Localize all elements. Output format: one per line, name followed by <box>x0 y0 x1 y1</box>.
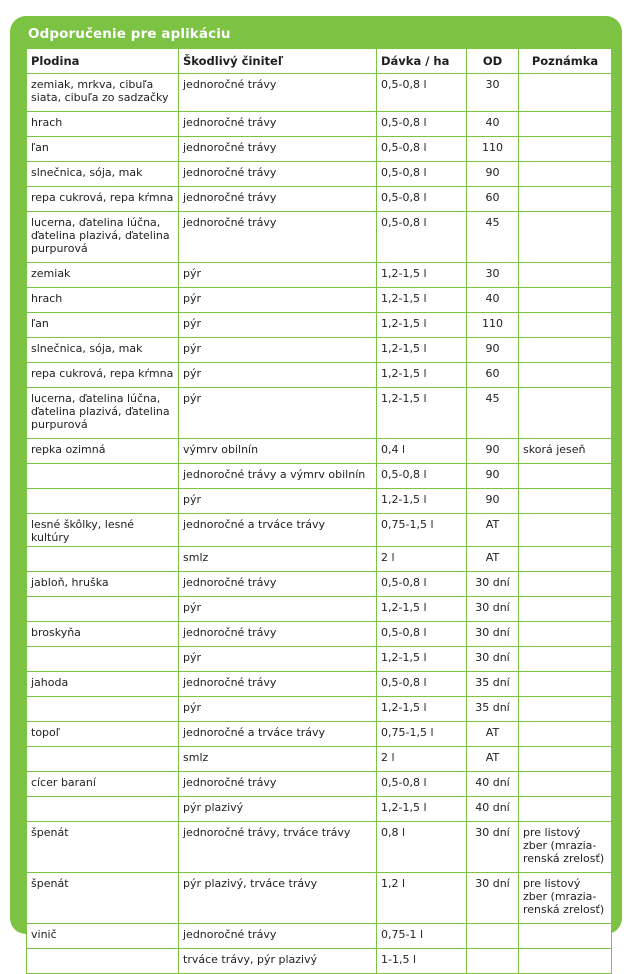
cell-davka: 0,5-0,8 l <box>377 74 467 112</box>
cell-od <box>467 924 519 949</box>
cell-od: 90 <box>467 489 519 514</box>
cell-davka: 1,2-1,5 l <box>377 338 467 363</box>
cell-cinitel: jednoročné trávy <box>179 572 377 597</box>
cell-poznamka: pre listový zber (mrazia-renská zrelosť) <box>519 822 612 873</box>
cell-davka: 0,75-1,5 l <box>377 514 467 547</box>
table-row <box>27 597 612 622</box>
cell-od: 90 <box>467 338 519 363</box>
cell-plodina: topoľ <box>27 722 179 747</box>
header-od: OD <box>467 49 519 74</box>
cell-davka: 0,5-0,8 l <box>377 572 467 597</box>
cell-davka: 1,2-1,5 l <box>377 647 467 672</box>
cell-plodina: slnečnica, sója, mak <box>27 162 179 187</box>
table-row <box>27 873 612 924</box>
table-row <box>27 797 612 822</box>
cell-od: 45 <box>467 212 519 263</box>
cell-davka: 0,75-1,5 l <box>377 722 467 747</box>
cell-od: 40 dní <box>467 797 519 822</box>
cell-od: 40 <box>467 112 519 137</box>
cell-poznamka <box>519 647 612 672</box>
cell-plodina: zemiak, mrkva, cibuľa siata, cibuľa zo sadzačky <box>27 74 179 112</box>
card-title: Odporučenie pre aplikáciu <box>28 26 231 42</box>
cell-poznamka <box>519 489 612 514</box>
cell-davka: 1,2-1,5 l <box>377 489 467 514</box>
cell-cinitel: pýr plazivý <box>179 797 377 822</box>
cell-od: 30 dní <box>467 873 519 924</box>
cell-plodina <box>27 797 179 822</box>
cell-plodina: hrach <box>27 288 179 313</box>
cell-cinitel: jednoročné trávy a výmrv obilnín <box>179 464 377 489</box>
cell-od: 90 <box>467 439 519 464</box>
cell-od: 110 <box>467 137 519 162</box>
cell-poznamka <box>519 572 612 597</box>
cell-cinitel: jednoročné trávy <box>179 74 377 112</box>
cell-plodina: vinič <box>27 924 179 949</box>
cell-davka: 1,2-1,5 l <box>377 288 467 313</box>
cell-plodina: jabloň, hruška <box>27 572 179 597</box>
table-row <box>27 949 612 974</box>
table-row <box>27 772 612 797</box>
cell-poznamka <box>519 722 612 747</box>
table-row <box>27 572 612 597</box>
cell-cinitel: smlz <box>179 747 377 772</box>
cell-poznamka <box>519 697 612 722</box>
cell-od: 40 dní <box>467 772 519 797</box>
cell-cinitel: pýr <box>179 388 377 439</box>
table-row <box>27 747 612 772</box>
cell-od: 40 <box>467 288 519 313</box>
table-row <box>27 388 612 439</box>
cell-cinitel: jednoročné trávy <box>179 924 377 949</box>
cell-poznamka <box>519 338 612 363</box>
cell-od: AT <box>467 722 519 747</box>
cell-poznamka <box>519 187 612 212</box>
cell-plodina: repka ozimná <box>27 439 179 464</box>
cell-poznamka <box>519 597 612 622</box>
cell-plodina: broskyňa <box>27 622 179 647</box>
cell-davka: 1-1,5 l <box>377 949 467 974</box>
cell-davka: 0,5-0,8 l <box>377 772 467 797</box>
cell-cinitel: pýr <box>179 489 377 514</box>
cell-cinitel: jednoročné a trváce trávy <box>179 722 377 747</box>
cell-plodina: lucerna, ďatelina lúčna, ďatelina plazivá, ďatelina purpurová <box>27 212 179 263</box>
table-row <box>27 647 612 672</box>
cell-cinitel: pýr <box>179 338 377 363</box>
table-row <box>27 263 612 288</box>
cell-poznamka: skorá jeseň <box>519 439 612 464</box>
cell-plodina <box>27 949 179 974</box>
cell-poznamka <box>519 162 612 187</box>
table-row <box>27 162 612 187</box>
cell-od: 45 <box>467 388 519 439</box>
table-row <box>27 822 612 873</box>
cell-od: 30 dní <box>467 822 519 873</box>
cell-davka: 1,2-1,5 l <box>377 388 467 439</box>
cell-cinitel: jednoročné trávy <box>179 162 377 187</box>
cell-davka: 2 l <box>377 547 467 572</box>
cell-plodina: lesné škôlky, lesné kultúry <box>27 514 179 547</box>
cell-poznamka <box>519 797 612 822</box>
table-row <box>27 697 612 722</box>
cell-od: AT <box>467 747 519 772</box>
cell-davka: 0,5-0,8 l <box>377 162 467 187</box>
cell-davka: 2 l <box>377 747 467 772</box>
cell-od: 110 <box>467 313 519 338</box>
cell-cinitel: pýr <box>179 313 377 338</box>
cell-poznamka <box>519 949 612 974</box>
recommendation-card <box>10 16 622 966</box>
table-row <box>27 722 612 747</box>
cell-poznamka <box>519 137 612 162</box>
header-plodina: Plodina <box>27 49 179 74</box>
table-row <box>27 489 612 514</box>
cell-poznamka <box>519 212 612 263</box>
cell-cinitel: trváce trávy, pýr plazivý <box>179 949 377 974</box>
cell-davka: 0,8 l <box>377 822 467 873</box>
cell-plodina: ľan <box>27 313 179 338</box>
cell-cinitel: výmrv obilnín <box>179 439 377 464</box>
cell-plodina <box>27 464 179 489</box>
cell-poznamka: pre listový zber (mrazia-renská zrelosť) <box>519 873 612 924</box>
cell-cinitel: jednoročné trávy <box>179 187 377 212</box>
table-row <box>27 212 612 263</box>
cell-od: AT <box>467 547 519 572</box>
cell-plodina: špenát <box>27 873 179 924</box>
cell-poznamka <box>519 772 612 797</box>
cell-davka: 1,2-1,5 l <box>377 263 467 288</box>
cell-cinitel: jednoročné trávy, trváce trávy <box>179 822 377 873</box>
cell-davka: 1,2-1,5 l <box>377 597 467 622</box>
cell-plodina: jahoda <box>27 672 179 697</box>
cell-davka: 0,5-0,8 l <box>377 187 467 212</box>
cell-davka: 0,5-0,8 l <box>377 464 467 489</box>
cell-od: 60 <box>467 363 519 388</box>
application-table <box>26 48 612 974</box>
cell-od: 90 <box>467 464 519 489</box>
cell-plodina: repa cukrová, repa kŕmna <box>27 363 179 388</box>
cell-plodina: slnečnica, sója, mak <box>27 338 179 363</box>
cell-davka: 1,2-1,5 l <box>377 363 467 388</box>
cell-od: 30 dní <box>467 622 519 647</box>
cell-poznamka <box>519 112 612 137</box>
table-row <box>27 464 612 489</box>
cell-cinitel: jednoročné trávy <box>179 622 377 647</box>
cell-cinitel: pýr <box>179 263 377 288</box>
cell-cinitel: pýr <box>179 363 377 388</box>
cell-cinitel: pýr <box>179 597 377 622</box>
cell-plodina <box>27 489 179 514</box>
cell-davka: 0,5-0,8 l <box>377 137 467 162</box>
cell-cinitel: jednoročné trávy <box>179 137 377 162</box>
cell-plodina: hrach <box>27 112 179 137</box>
cell-od: 30 dní <box>467 597 519 622</box>
cell-od: AT <box>467 514 519 547</box>
header-poznamka: Poznámka <box>519 49 612 74</box>
cell-plodina: lucerna, ďatelina lúčna, ďatelina plazivá, ďatelina purpurová <box>27 388 179 439</box>
cell-od: 30 <box>467 263 519 288</box>
table-row <box>27 288 612 313</box>
cell-poznamka <box>519 288 612 313</box>
table-header-row <box>27 49 612 74</box>
table-row <box>27 547 612 572</box>
cell-cinitel: pýr <box>179 697 377 722</box>
cell-poznamka <box>519 924 612 949</box>
cell-od: 60 <box>467 187 519 212</box>
cell-plodina: zemiak <box>27 263 179 288</box>
cell-od: 30 dní <box>467 647 519 672</box>
cell-poznamka <box>519 313 612 338</box>
cell-davka: 0,5-0,8 l <box>377 112 467 137</box>
table-row <box>27 338 612 363</box>
table-row <box>27 514 612 547</box>
cell-davka: 1,2-1,5 l <box>377 313 467 338</box>
cell-davka: 0,5-0,8 l <box>377 212 467 263</box>
cell-davka: 0,5-0,8 l <box>377 622 467 647</box>
table-row <box>27 622 612 647</box>
cell-cinitel: pýr <box>179 288 377 313</box>
header-davka: Dávka / ha <box>377 49 467 74</box>
table-row <box>27 672 612 697</box>
table-row <box>27 74 612 112</box>
cell-poznamka <box>519 464 612 489</box>
cell-cinitel: jednoročné trávy <box>179 672 377 697</box>
cell-davka: 0,5-0,8 l <box>377 672 467 697</box>
cell-cinitel: pýr <box>179 647 377 672</box>
cell-poznamka <box>519 388 612 439</box>
cell-poznamka <box>519 672 612 697</box>
cell-davka: 1,2-1,5 l <box>377 697 467 722</box>
cell-davka: 0,75-1 l <box>377 924 467 949</box>
header-skodlivy-cinitel: Škodlivý činiteľ <box>179 49 377 74</box>
cell-cinitel: jednoročné trávy <box>179 112 377 137</box>
cell-poznamka <box>519 747 612 772</box>
cell-poznamka <box>519 363 612 388</box>
cell-od: 30 <box>467 74 519 112</box>
cell-poznamka <box>519 74 612 112</box>
table-row <box>27 363 612 388</box>
cell-plodina <box>27 747 179 772</box>
cell-davka: 0,4 l <box>377 439 467 464</box>
cell-cinitel: jednoročné a trváce trávy <box>179 514 377 547</box>
cell-cinitel: jednoročné trávy <box>179 212 377 263</box>
cell-od: 30 dní <box>467 572 519 597</box>
table-row <box>27 137 612 162</box>
cell-poznamka <box>519 263 612 288</box>
cell-plodina: repa cukrová, repa kŕmna <box>27 187 179 212</box>
cell-plodina: cícer baraní <box>27 772 179 797</box>
cell-davka: 1,2 l <box>377 873 467 924</box>
cell-cinitel: pýr plazivý, trváce trávy <box>179 873 377 924</box>
cell-od: 90 <box>467 162 519 187</box>
cell-plodina <box>27 647 179 672</box>
cell-plodina <box>27 697 179 722</box>
cell-poznamka <box>519 622 612 647</box>
cell-cinitel: jednoročné trávy <box>179 772 377 797</box>
cell-poznamka <box>519 547 612 572</box>
table-row <box>27 187 612 212</box>
cell-plodina <box>27 547 179 572</box>
cell-od: 35 dní <box>467 672 519 697</box>
table-row <box>27 313 612 338</box>
table-row <box>27 439 612 464</box>
cell-poznamka <box>519 514 612 547</box>
cell-od: 35 dní <box>467 697 519 722</box>
cell-plodina: špenát <box>27 822 179 873</box>
cell-plodina <box>27 597 179 622</box>
table-row <box>27 112 612 137</box>
table-row <box>27 924 612 949</box>
cell-cinitel: smlz <box>179 547 377 572</box>
cell-od <box>467 949 519 974</box>
cell-davka: 1,2-1,5 l <box>377 797 467 822</box>
cell-plodina: ľan <box>27 137 179 162</box>
